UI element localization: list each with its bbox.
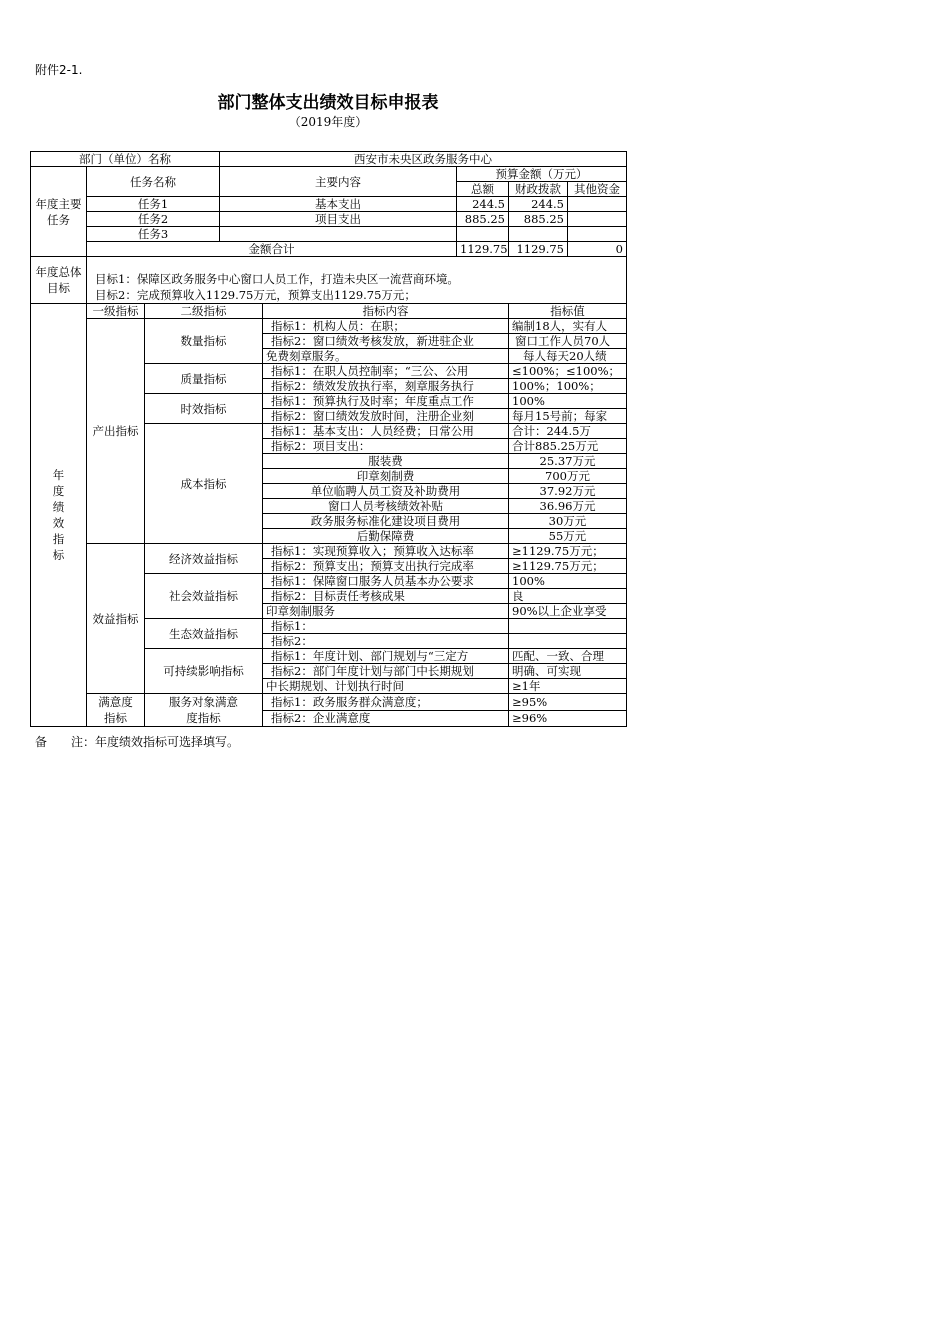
indicator-content: 免费刻章服务。: [263, 349, 509, 364]
cost-item-name: 后勤保障费: [263, 529, 509, 544]
task-total: [457, 227, 509, 242]
indicator-content: 指标2：部门年度计划与部门中长期规划: [263, 664, 509, 679]
task-total: 244.5: [457, 197, 509, 212]
indicator-content: 指标2：绩效发放执行率，刻章服务执行: [263, 379, 509, 394]
sum-other: 0: [568, 242, 627, 257]
sum-total: 1129.75: [457, 242, 509, 257]
indicator-value: ≥1129.75万元；: [509, 559, 627, 574]
task-content: 项目支出: [220, 212, 457, 227]
perf-h3: 指标内容: [263, 304, 509, 319]
attachment-label: 附件2-1.: [35, 63, 83, 77]
cost-item-name: 政务服务标准化建设项目费用: [263, 514, 509, 529]
overall-goals: [87, 257, 627, 304]
indicator-content: 指标1：保障窗口服务人员基本办公要求: [263, 574, 509, 589]
goal-2: 目标2：完成预算收入1129.75万元，预算支出1129.75万元；: [95, 288, 416, 302]
cost-item-name: 印章刻制费: [263, 469, 509, 484]
task-name: 任务2: [87, 212, 220, 227]
task-row: [31, 212, 627, 227]
task-fiscal: 244.5: [509, 197, 568, 212]
indicator-content: 指标2：目标责任考核成果: [263, 589, 509, 604]
footnote: 备 注：年度绩效指标可选择填写。: [35, 735, 240, 749]
social-label: 社会效益指标: [145, 574, 263, 619]
task-name: 任务3: [87, 227, 220, 242]
budget-other-header: 其他资金: [568, 182, 627, 197]
dept-value: 西安市未央区政务服务中心: [220, 152, 627, 167]
indicator-value: ≥95%: [509, 694, 627, 711]
indicator-value: ≤100%；≤100%；: [509, 364, 627, 379]
indicator-value: ≥1129.75万元；: [509, 544, 627, 559]
indicator-content: 指标2：窗口绩效发放时间，注册企业刻: [263, 409, 509, 424]
indicator-value: 匹配、一致、合理: [509, 649, 627, 664]
task-content: 基本支出: [220, 197, 457, 212]
task-fiscal: [509, 227, 568, 242]
perf-h4: 指标值: [509, 304, 627, 319]
task-content: [220, 227, 457, 242]
indicator-content: 指标1：政务服务群众满意度；: [263, 694, 509, 711]
cost-item-value: 25.37万元: [509, 454, 627, 469]
cost-item-value: 55万元: [509, 529, 627, 544]
timeliness-label: 时效指标: [145, 394, 263, 424]
indicator-content: 指标1：基本支出：人员经费；日常公用: [263, 424, 509, 439]
form-year: （2019年度）: [288, 115, 368, 129]
target-satisfaction-label: 服务对象满意度指标: [145, 694, 263, 727]
cost-item-value: 36.96万元: [509, 499, 627, 514]
indicator-value: ≥96%: [509, 710, 627, 727]
task-row: [31, 197, 627, 212]
sustainability-label: 可持续影响指标: [145, 649, 263, 694]
form-title: 部门整体支出绩效目标申报表: [217, 93, 439, 113]
indicator-content: 指标1：实现预算收入；预算收入达标率: [263, 544, 509, 559]
ecological-label: 生态效益指标: [145, 619, 263, 649]
indicator-value: 100%: [509, 574, 627, 589]
task-other: [568, 212, 627, 227]
indicator-content: 印章刻制服务: [263, 604, 509, 619]
cost-label: 成本指标: [145, 424, 263, 544]
tasks-group-label: 年度主要任务: [31, 167, 87, 257]
task-row: [31, 227, 627, 242]
task-content-header: 主要内容: [220, 167, 457, 197]
output-label: 产出指标: [87, 319, 145, 544]
indicator-content: 指标1：预算执行及时率；年度重点工作: [263, 394, 509, 409]
task-sum-row: [31, 242, 627, 257]
indicator-content: 指标1：年度计划、部门规划与“三定方: [263, 649, 509, 664]
budget-header: 预算金额（万元）: [457, 167, 627, 182]
task-other: [568, 227, 627, 242]
task-name-header: 任务名称: [87, 167, 220, 197]
indicator-value: 90%以上企业享受: [509, 604, 627, 619]
task-name: 任务1: [87, 197, 220, 212]
indicator-content: 指标2：: [263, 634, 509, 649]
cost-item-name: 服装费: [263, 454, 509, 469]
dept-label: 部门（单位）名称: [31, 152, 220, 167]
cost-item-value: 37.92万元: [509, 484, 627, 499]
indicator-content: 指标2：窗口绩效考核发放，新进驻企业: [263, 334, 509, 349]
cost-item-value: 700万元: [509, 469, 627, 484]
indicator-content: 指标2：企业满意度: [263, 710, 509, 727]
goal-1: 目标1：保障区政务服务中心窗口人员工作，打造未央区一流营商环境。: [95, 272, 459, 286]
performance-form-table: [30, 151, 627, 727]
indicator-value: 编制18人，实有人: [509, 319, 627, 334]
indicator-value: [509, 619, 627, 634]
indicator-content: 指标1：机构人员：在职；: [263, 319, 509, 334]
indicator-content: 指标2：项目支出：: [263, 439, 509, 454]
indicator-value: [509, 634, 627, 649]
task-other: [568, 197, 627, 212]
perf-h2: 二级指标: [145, 304, 263, 319]
cost-item-value: 30万元: [509, 514, 627, 529]
task-fiscal: 885.25: [509, 212, 568, 227]
budget-total-header: 总额: [457, 182, 509, 197]
indicator-value: 窗口工作人员70人: [509, 334, 627, 349]
cost-item-name: 窗口人员考核绩效补贴: [263, 499, 509, 514]
indicator-content: 指标1：在职人员控制率；“三公、公用: [263, 364, 509, 379]
indicator-content: 指标1：: [263, 619, 509, 634]
indicator-value: 良: [509, 589, 627, 604]
indicator-value: 合计885.25万元: [509, 439, 627, 454]
indicator-content: 中长期规划、计划执行时间: [263, 679, 509, 694]
indicator-value: 每人每天20人绩: [509, 349, 627, 364]
quality-label: 质量指标: [145, 364, 263, 394]
quantity-label: 数量指标: [145, 319, 263, 364]
indicator-value: 100%；100%；: [509, 379, 627, 394]
perf-label: 年度绩效指标: [31, 304, 87, 727]
perf-h1: 一级指标: [87, 304, 145, 319]
task-total: 885.25: [457, 212, 509, 227]
sum-fiscal: 1129.75: [509, 242, 568, 257]
sum-label: 金额合计: [87, 242, 457, 257]
economic-label: 经济效益指标: [145, 544, 263, 574]
overall-label: 年度总体目标: [31, 257, 87, 304]
budget-fiscal-header: 财政拨款: [509, 182, 568, 197]
indicator-content: 指标2：预算支出；预算支出执行完成率: [263, 559, 509, 574]
indicator-value: 合计：244.5万: [509, 424, 627, 439]
benefit-label: 效益指标: [87, 544, 145, 694]
cost-item-name: 单位临聘人员工资及补助费用: [263, 484, 509, 499]
indicator-value: ≥1年: [509, 679, 627, 694]
indicator-value: 每月15号前；每家: [509, 409, 627, 424]
satisfaction-label: 满意度指标: [87, 694, 145, 727]
indicator-value: 100%: [509, 394, 627, 409]
indicator-value: 明确、可实现: [509, 664, 627, 679]
